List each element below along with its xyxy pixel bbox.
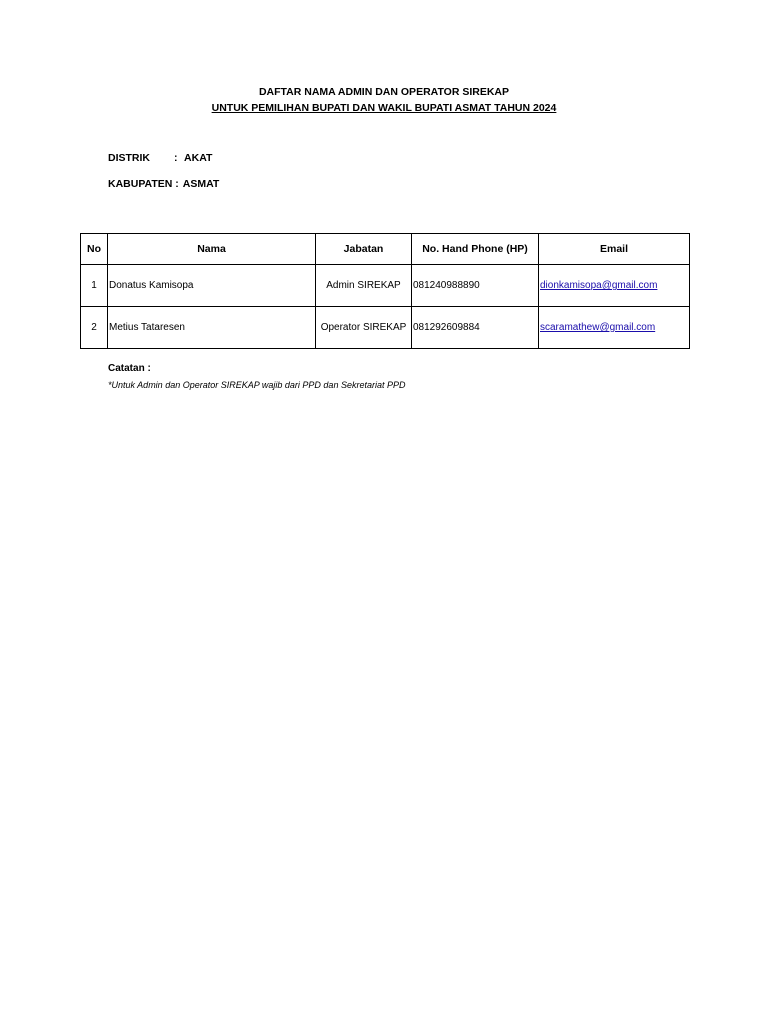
table-row [81,307,690,349]
cell-nama: Metius Tataresen [108,307,316,349]
email-link[interactable]: dionkamisopa@gmail.com [540,280,658,291]
title-line-2: UNTUK PEMILIHAN BUPATI DAN WAKIL BUPATI ASMAT TAHUN 2024 [211,102,557,114]
operator-table [80,233,690,349]
header-email: Email [539,234,690,265]
distrik-label: DISTRIK [108,152,150,164]
header-hp: No. Hand Phone (HP) [412,234,539,265]
notes-label: Catatan : [108,363,151,374]
kabupaten-value: ASMAT [182,178,220,190]
header-jabatan: Jabatan [316,234,412,265]
cell-hp: 081292609884 [412,307,539,349]
cell-no: 2 [81,307,108,349]
kabupaten-separator: : [175,178,179,190]
document-title [0,84,768,116]
cell-hp: 081240988890 [412,265,539,307]
header-no: No [81,234,108,265]
distrik-separator: : [174,152,178,164]
header-nama: Nama [108,234,316,265]
table-header-row [81,234,690,265]
distrik-row [108,152,212,164]
distrik-value: AKAT [184,152,213,164]
kabupaten-label: KABUPATEN [108,178,173,190]
cell-email [539,265,690,307]
kabupaten-row [108,178,219,190]
email-link[interactable]: scaramathew@gmail.com [540,322,656,333]
title-line-1: DAFTAR NAMA ADMIN DAN OPERATOR SIREKAP [258,86,510,98]
cell-email [539,307,690,349]
cell-nama: Donatus Kamisopa [108,265,316,307]
table-row [81,265,690,307]
cell-jabatan: Admin SIREKAP [316,265,412,307]
cell-no: 1 [81,265,108,307]
cell-jabatan: Operator SIREKAP [316,307,412,349]
notes-text: *Untuk Admin dan Operator SIREKAP wajib dari PPD dan Sekretariat PPD [108,380,406,390]
